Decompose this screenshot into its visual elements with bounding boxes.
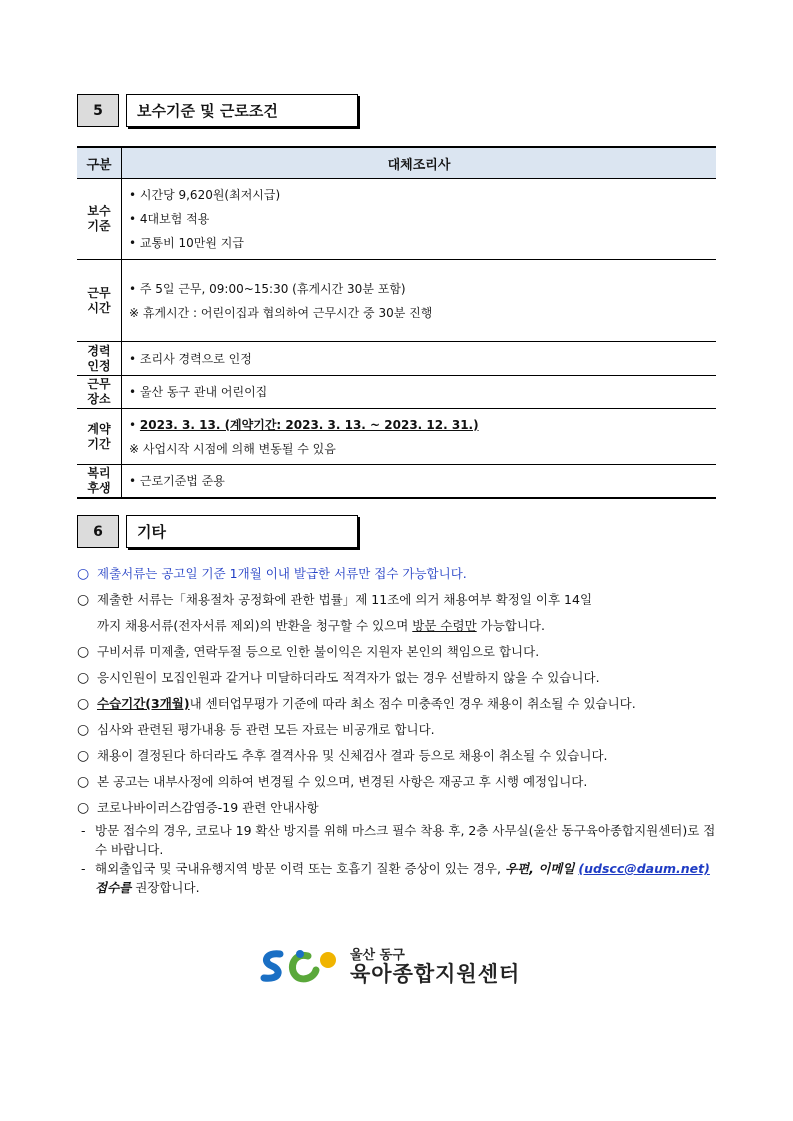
employment-terms-table [77, 146, 716, 499]
row-category: 복리 후생 [77, 465, 122, 499]
section-6-header [77, 515, 166, 548]
covid-note: - 해외출입국 및 국내유행지역 방문 이력 또는 호흡기 질환 증상이 있는 경우, 우편, 이메일 (udscc@daum.net) 접수를 권장합니다. [81, 861, 710, 895]
logo-subtitle: 울산 동구 [350, 948, 405, 963]
row-category: 근무 시간 [77, 260, 122, 342]
row-content: • 주 5일 근무, 09:00~15:30 (휴게시간 30분 포함) ※ 휴게시간 : 어린이집과 협의하여 근무시간 중 30분 진행 [122, 260, 717, 342]
contract-period: 2023. 3. 13. (계약기간: 2023. 3. 13. ~ 2023. 12. 31.) [139, 417, 479, 432]
table-row [77, 376, 716, 409]
list-item: ○ 코로나바이러스감염증-19 관련 안내사항 [77, 800, 319, 816]
row-content: • 2023. 3. 13. (계약기간: 2023. 3. 13. ~ 2023. 12. 31.) ※ 사업시작 시점에 의해 변동될 수 있음 [122, 409, 717, 465]
table-header-row [77, 147, 716, 179]
table-row [77, 465, 716, 499]
list-item: ○ 본 공고는 내부사정에 의하여 변경될 수 있으며, 변경된 사항은 재공고 후 시행 예정입니다. [77, 774, 588, 790]
row-content: • 조리사 경력으로 인정 [122, 342, 717, 376]
list-item: ○ 채용이 결정된다 하더라도 추후 결격사유 및 신체검사 결과 등으로 채용이 취소될 수 있습니다. [77, 748, 608, 764]
row-category: 보수 기준 [77, 179, 122, 260]
section-number: 5 [77, 94, 119, 127]
header-position: 대체조리사 [122, 147, 717, 179]
row-content: • 시간당 9,620원(최저시급) • 4대보험 적용 • 교통비 10만원 지급 [122, 179, 717, 260]
logo-mark-icon [258, 946, 348, 986]
table-row [77, 342, 716, 376]
table-row [77, 409, 716, 465]
section-5-header [77, 94, 278, 127]
center-logo [258, 946, 548, 986]
row-content: • 근로기준법 준용 [122, 465, 717, 499]
covid-note: - 방문 접수의 경우, 코로나 19 확산 방지를 위해 마스크 필수 착용 후, 2층 사무실(울산 동구육아종합지원센터)로 접수 바랍니다. [81, 823, 716, 857]
list-item: ○ 제출한 서류는「채용절차 공정화에 관한 법률」제 11조에 의거 채용여부 확정일 이후 14일 까지 채용서류(전자서류 제외)의 반환을 청구할 수 있으며 방문 수령만 가능합니다. [77, 592, 593, 633]
list-item: ○ 응시인원이 모집인원과 같거나 미달하더라도 적격자가 없는 경우 선발하지 않을 수 있습니다. [77, 670, 600, 686]
table-row [77, 260, 716, 342]
table-row [77, 179, 716, 260]
probation-period: 수습기간(3개월) [97, 696, 190, 711]
row-category: 경력 인정 [77, 342, 122, 376]
other-notices [77, 561, 717, 897]
row-content: • 울산 동구 관내 어린이집 [122, 376, 717, 409]
list-item: ○ 제출서류는 공고일 기준 1개월 이내 발급한 서류만 접수 가능합니다. [77, 566, 467, 582]
email-link[interactable]: (udscc@daum.net) [578, 861, 710, 876]
section-title: 보수기준 및 근로조건 [126, 94, 358, 127]
header-category: 구분 [77, 147, 122, 179]
list-item: ○ 수습기간(3개월)내 센터업무평가 기준에 따라 최소 점수 미충족인 경우 채용이 취소될 수 있습니다. [77, 696, 636, 712]
section-number: 6 [77, 515, 119, 548]
row-category: 근무 장소 [77, 376, 122, 409]
row-category: 계약 기간 [77, 409, 122, 465]
list-item: ○ 구비서류 미제출, 연락두절 등으로 인한 불이익은 지원자 본인의 책임으로 합니다. [77, 644, 540, 660]
logo-title: 육아종합지원센터 [350, 962, 521, 986]
list-item: ○ 심사와 관련된 평가내용 등 관련 모든 자료는 비공개로 합니다. [77, 722, 435, 738]
section-title: 기타 [126, 515, 358, 548]
